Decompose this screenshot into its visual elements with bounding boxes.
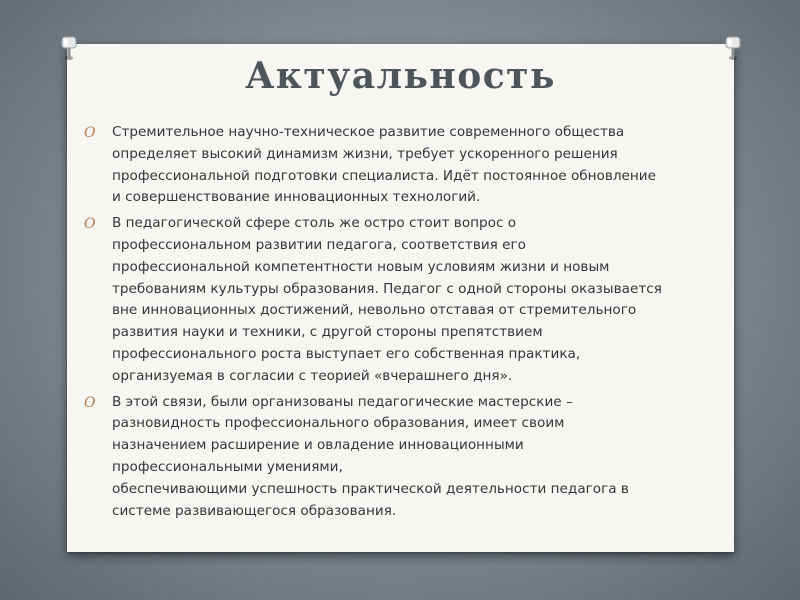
- bullet-text-line: профессиональной подготовки специалиста. Идёт постоянное обновление: [112, 167, 656, 184]
- bullet-marker-icon: O: [84, 394, 96, 411]
- bullet-text-line: требованиям культуры образования. Педагог с одной стороны оказывается: [112, 280, 662, 297]
- bullet-text-line: и совершенствование инновационных технологий.: [112, 189, 481, 206]
- bullet-text-line: профессиональном развитии педагога, соответствия его: [112, 236, 526, 253]
- bullet-marker-icon: O: [84, 216, 96, 233]
- bullet-text-line: профессионального роста выступает его собственная практика,: [112, 345, 581, 362]
- bullet-text-line: обеспечивающими успешность практической деятельности педагога в: [112, 480, 629, 497]
- bullet-text-line: профессиональной компетентности новым условиям жизни и новым: [112, 258, 610, 275]
- bullet-text-line: системе развивающегося образования.: [112, 502, 397, 519]
- bullet-text-line: В этой связи, были организованы педагогические мастерские –: [112, 393, 573, 410]
- bullet-text-line: профессиональными умениями,: [112, 458, 343, 475]
- bullet-text-line: развития науки и техники, с другой стороны препятствием: [112, 324, 543, 341]
- bullet-text-line: разновидность профессионального образования, имеет своим: [112, 415, 565, 432]
- bullet-item: [84, 392, 734, 523]
- bullet-text-line: назначением расширение и овладение инновационными: [112, 437, 524, 454]
- bullet-text-line: организуемая в согласии с теорией «вчерашнего дня».: [112, 367, 513, 384]
- bullet-text-line: вне инновационных достижений, невольно отставая от стремительного: [112, 302, 637, 319]
- bullet-text-line: Стремительное научно-техническое развитие современного общества: [112, 124, 625, 140]
- bullet-text-line: В педагогической сфере столь же остро стоит вопрос о: [112, 215, 517, 232]
- slide-title: Актуальность: [245, 55, 556, 97]
- bullet-item: [84, 213, 734, 387]
- bullet-marker-icon: O: [84, 125, 96, 141]
- bullet-text-line: определяет высокий динамизм жизни, требует ускоренного решения: [112, 145, 618, 162]
- bullet-list: [84, 122, 734, 526]
- bullet-item: [84, 122, 734, 209]
